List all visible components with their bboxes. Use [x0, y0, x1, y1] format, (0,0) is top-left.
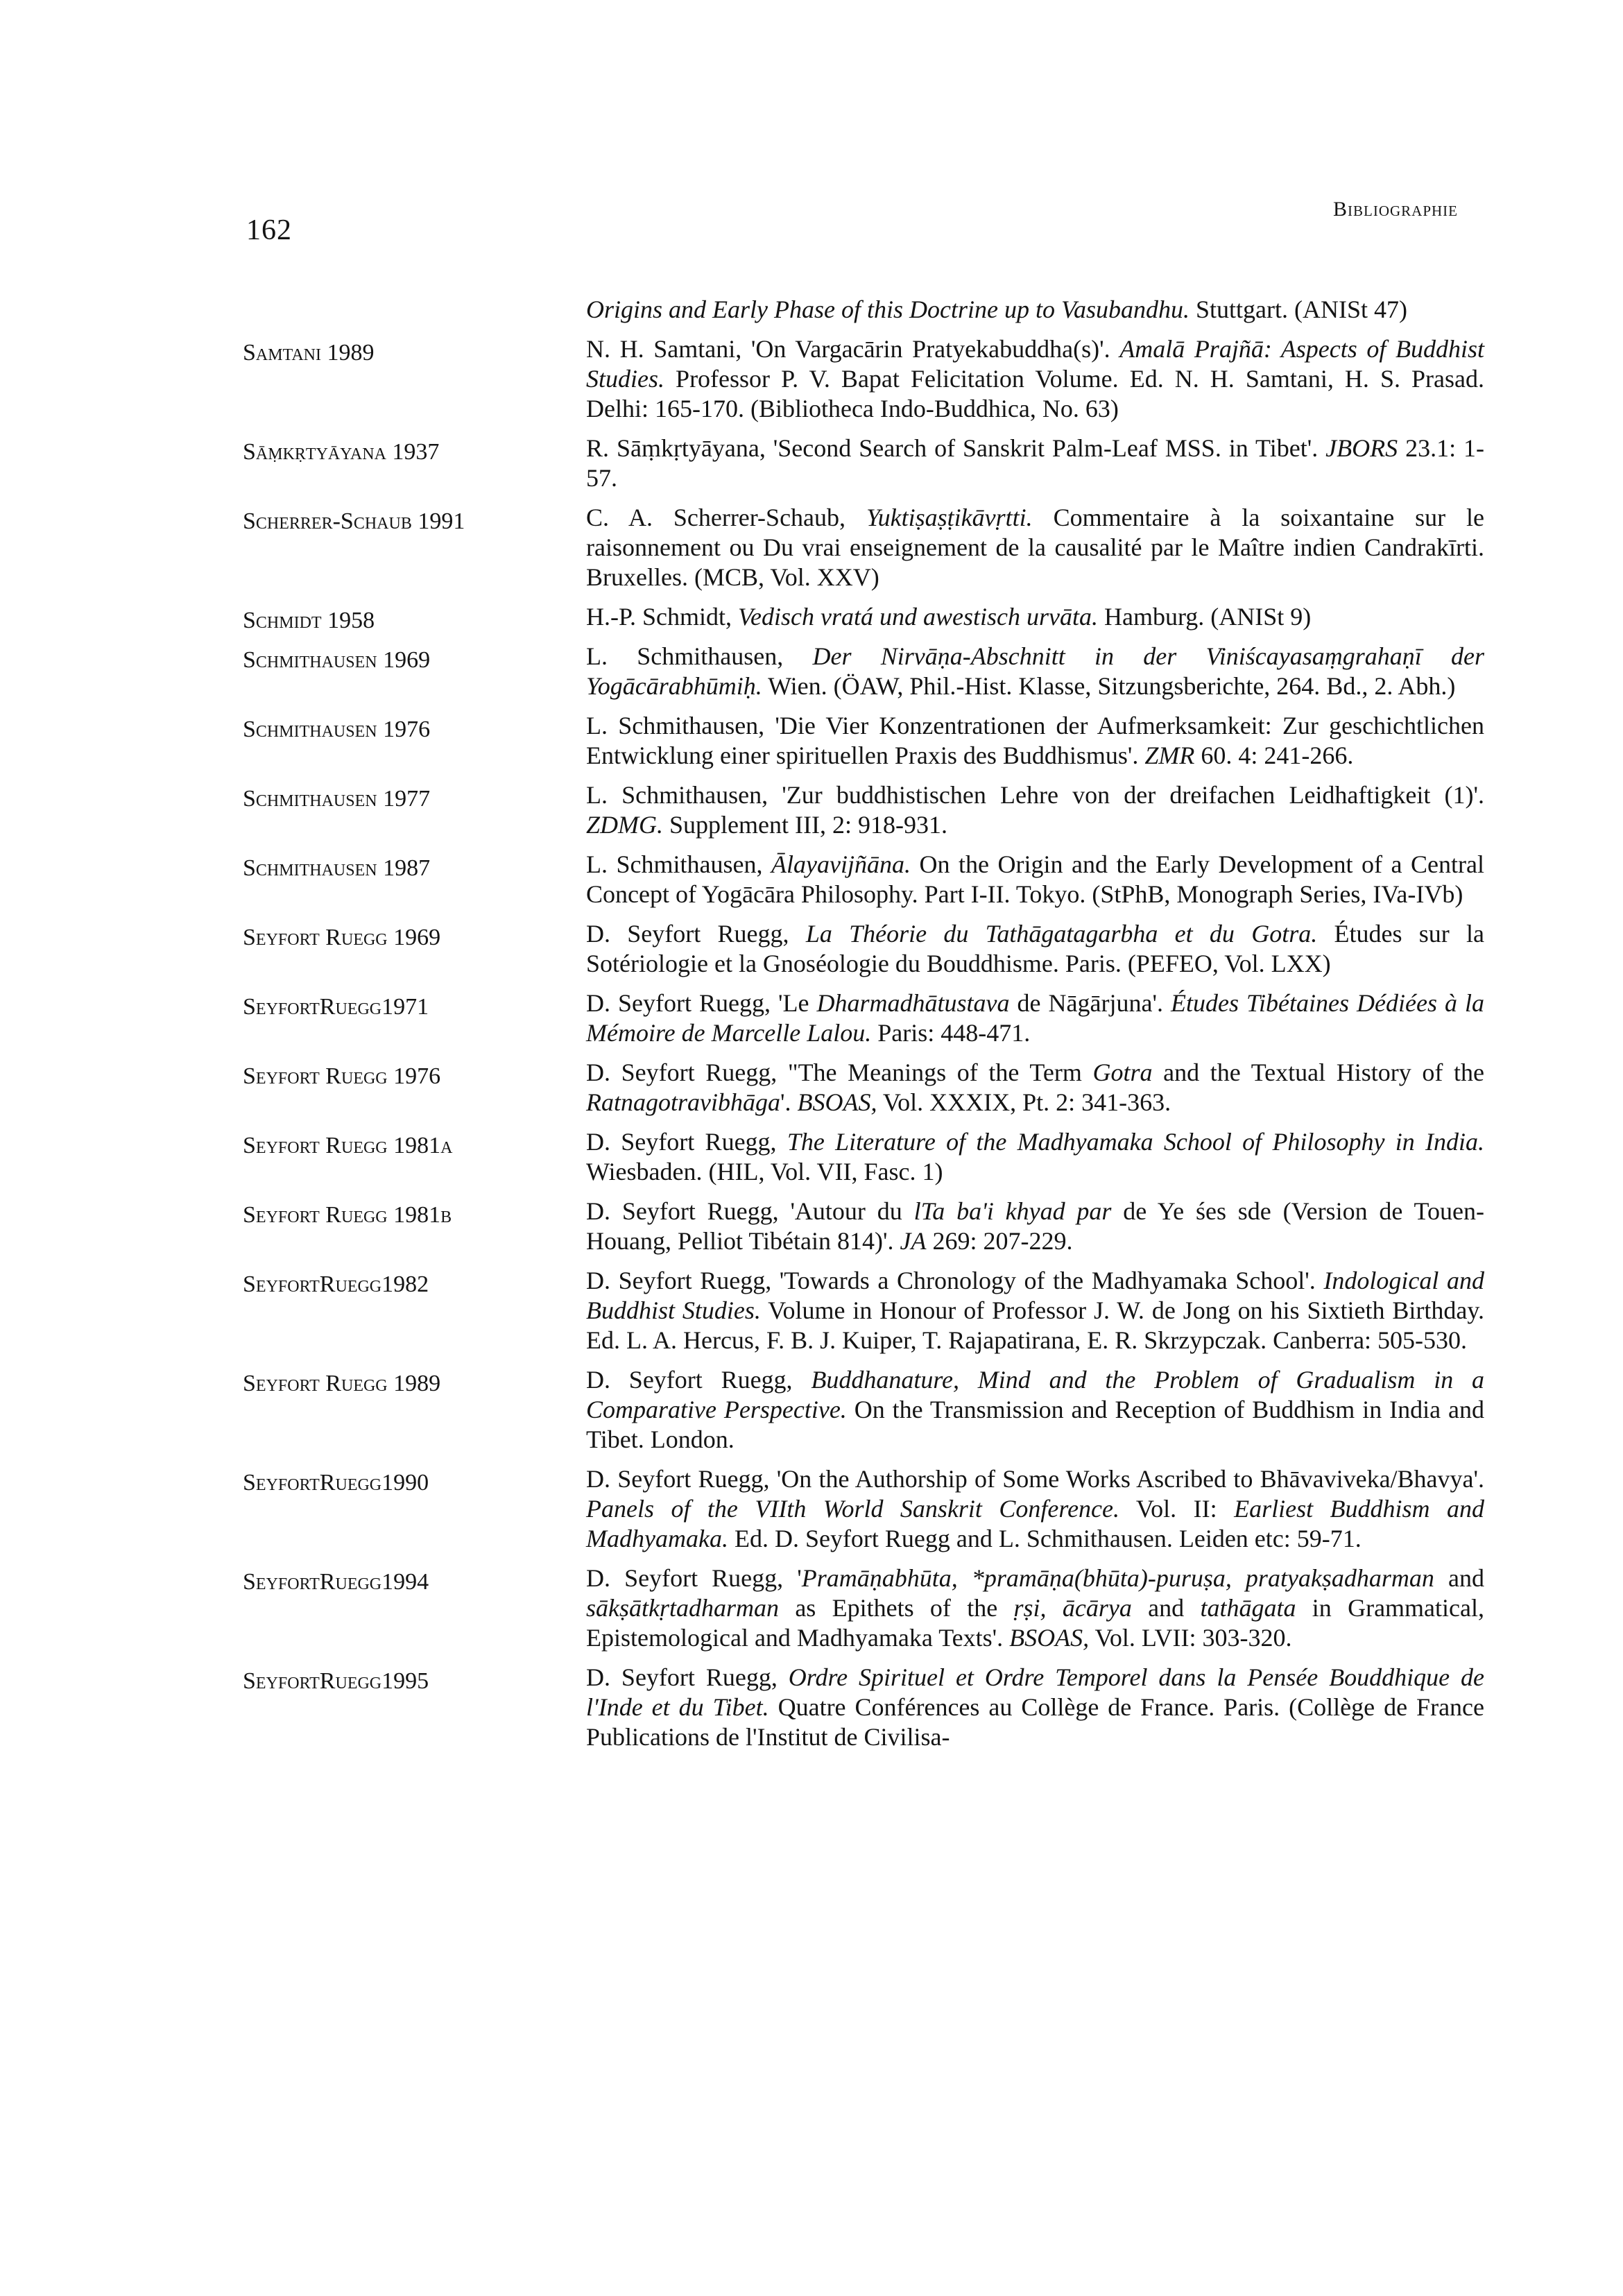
citation-text: L. Schmithausen, 'Die Vier Konzentrationen der Aufmerksamkeit: Zur geschichtlichen Entwicklung einer spirituellen Praxis des Buddhismus'. — [586, 712, 1484, 769]
citation-title-italic: sākṣātkṛtadharman — [586, 1594, 779, 1622]
citation-text: Commentaire à la soixantaine sur le raisonnement ou Du vrai enseignement de la causalité par le Maître indien Candrakīrti. Bruxelles. (MCB, Vol. XXV) — [586, 504, 1484, 591]
page-number: 162 — [246, 214, 292, 246]
citation-title-italic: ṛṣi, ācārya — [1013, 1594, 1132, 1622]
citation-text: D. Seyfort Ruegg, "The Meanings of the Term — [586, 1059, 1093, 1086]
citation-text: D. Seyfort Ruegg, 'Le — [586, 989, 817, 1017]
citation-title-italic: Études Tibétaines Dédiées à la Mémoire de Marcelle Lalou. — [586, 989, 1485, 1047]
bibliography-entry — [243, 988, 1484, 1048]
bibliography-entry — [243, 1365, 1484, 1455]
citation-text: Wien. (ÖAW, Phil.-Hist. Klasse, Sitzungsberichte, 264. Bd., 2. Abh.) — [762, 672, 1456, 700]
bibliography-entry — [243, 1266, 1484, 1355]
citation-title-italic: ZMR — [1144, 742, 1195, 769]
entry-key: Seyfort Ruegg 1976 — [243, 1063, 441, 1089]
citation-title-italic: JA — [900, 1227, 927, 1255]
citation-text: On the Transmission and Reception of Buddhism in India and Tibet. London. — [586, 1396, 1484, 1453]
citation-text: Vol. LVII: 303-320. — [1089, 1624, 1292, 1652]
citation-text: D. Seyfort Ruegg, — [586, 920, 806, 948]
citation-title-italic: Buddhanature, Mind and the Problem of Gradualism in a Comparative Perspective. — [586, 1366, 1485, 1423]
citation-text: L. Schmithausen, 'Zur buddhistischen Lehre von der dreifachen Leidhaftigkeit (1)'. — [586, 781, 1484, 809]
entry-key: Seyfort Ruegg 1969 — [243, 925, 441, 950]
citation-title-italic: Vedisch vratá und awestisch urvāta. — [738, 603, 1098, 631]
citation-text: Quatre Conférences au Collège de France. Paris. (Collège de France Publications de l'Institut de Civilisa- — [586, 1693, 1484, 1751]
citation-title-italic: BSOAS, — [797, 1088, 877, 1116]
bibliography-entry — [243, 780, 1484, 840]
citation-text: D. Seyfort Ruegg, — [586, 1663, 789, 1691]
citation-text: Études sur la Sotériologie et la Gnoséologie du Bouddhisme. Paris. (PEFEO, Vol. LXX) — [586, 920, 1485, 977]
entry-citation — [586, 503, 1484, 592]
citation-text: D. Seyfort Ruegg, 'Towards a Chronology of the Madhyamaka School'. — [586, 1267, 1324, 1294]
citation-text: de Nāgārjuna'. — [1009, 989, 1171, 1017]
citation-text: 23.1: 1-57. — [586, 434, 1484, 492]
entry-key: Samtani 1989 — [243, 340, 375, 366]
entry-citation — [586, 919, 1484, 979]
entry-key: SeyfortRuegg1994 — [243, 1569, 429, 1595]
citation-text: Supplement III, 2: 918-931. — [663, 811, 947, 839]
citation-title-italic: JBORS — [1325, 434, 1398, 462]
citation-title-italic: Ratnagotravibhāga — [586, 1088, 780, 1116]
bibliography-entry — [243, 602, 1484, 632]
citation-text: H.-P. Schmidt, — [586, 603, 739, 631]
citation-text: and — [1131, 1594, 1201, 1622]
bibliography-entry — [243, 1058, 1484, 1117]
bibliography-list — [243, 295, 1484, 1762]
citation-text: Wiesbaden. (HIL, Vol. VII, Fasc. 1) — [586, 1158, 943, 1185]
citation-text: Volume in Honour of Professor J. W. de Jong on his Sixtieth Birthday. Ed. L. A. Hercus, F. B. J. Kuiper, T. Rajapatirana, E. R. Skrzypczak. Canberra: 505-530. — [586, 1296, 1484, 1354]
bibliography-entry — [243, 434, 1484, 493]
bibliography-entry — [243, 334, 1484, 424]
entry-key: SeyfortRuegg1971 — [243, 994, 429, 1020]
citation-text: Stuttgart. (ANISt 47) — [1189, 295, 1407, 323]
entry-key: SeyfortRuegg1995 — [243, 1668, 429, 1694]
entry-citation — [586, 1464, 1484, 1554]
bibliography-entry — [243, 295, 1484, 325]
citation-title-italic: Ālayavijñāna. — [771, 850, 911, 878]
running-head: Bibliographie — [1333, 198, 1458, 221]
citation-title-italic: Indological and Buddhist Studies. — [586, 1267, 1484, 1324]
entry-key: Schmidt 1958 — [243, 608, 375, 633]
citation-title-italic: Panels of the VIIth World Sanskrit Conference. — [586, 1495, 1120, 1523]
entry-key: Seyfort Ruegg 1989 — [243, 1371, 441, 1396]
bibliography-entry — [243, 850, 1484, 909]
entry-key: Schmithausen 1987 — [243, 855, 431, 881]
citation-text: and — [1434, 1564, 1485, 1592]
citation-text: 269: 207-229. — [926, 1227, 1073, 1255]
citation-title-italic: Dharmadhātustava — [816, 989, 1010, 1017]
citation-title-italic: lTa ba'i khyad par — [913, 1197, 1112, 1225]
entry-key: Schmithausen 1977 — [243, 786, 431, 812]
entry-citation — [586, 295, 1484, 325]
bibliography-entry — [243, 642, 1484, 701]
citation-title-italic: Yuktiṣaṣṭikāvṛtti. — [866, 504, 1033, 531]
citation-text: R. Sāṃkṛtyāyana, 'Second Search of Sanskrit Palm-Leaf MSS. in Tibet'. — [586, 434, 1326, 462]
citation-text: Vol. XXXIX, Pt. 2: 341-363. — [877, 1088, 1171, 1116]
citation-title-italic: Origins and Early Phase of this Doctrine up to Vasubandhu. — [586, 295, 1190, 323]
bibliography-entry — [243, 1464, 1484, 1554]
citation-text: Hamburg. (ANISt 9) — [1097, 603, 1312, 631]
bibliography-entry — [243, 919, 1484, 979]
citation-title-italic: The Literature of the Madhyamaka School of Philosophy in India. — [787, 1128, 1484, 1156]
entry-key: Sāṃkṛtyāyana 1937 — [243, 439, 440, 465]
citation-text: as Epithets of the — [779, 1594, 1014, 1622]
entry-citation — [586, 1563, 1484, 1653]
bibliography-entry — [243, 711, 1484, 771]
entry-citation — [586, 1127, 1484, 1187]
entry-citation — [586, 642, 1484, 701]
bibliography-entry — [243, 1127, 1484, 1187]
citation-text: L. Schmithausen, — [586, 642, 813, 670]
citation-title-italic: Amalā Prajñā: Aspects of Buddhist Studies. — [586, 335, 1484, 393]
citation-title-italic: BSOAS, — [1009, 1624, 1090, 1652]
citation-text: in Grammatical, Epistemological and Madhyamaka Texts'. — [586, 1594, 1484, 1652]
entry-key: SeyfortRuegg1990 — [243, 1470, 429, 1496]
entry-citation — [586, 602, 1484, 632]
citation-text: L. Schmithausen, — [586, 850, 772, 878]
citation-title-italic: tathāgata — [1200, 1594, 1296, 1622]
citation-title-italic: Pramāṇabhūta, *pramāṇa(bhūta)-puruṣa, pratyakṣadharman — [801, 1564, 1434, 1592]
citation-text: On the Origin and the Early Development of a Central Concept of Yogācāra Philosophy. Part I-II. Tokyo. (StPhB, Monograph Series, IVa-IVb) — [586, 850, 1484, 908]
entry-citation — [586, 711, 1484, 771]
bibliography-entry — [243, 503, 1484, 592]
entry-key: Seyfort Ruegg 1981a — [243, 1133, 453, 1158]
citation-text: Vol. II: — [1119, 1495, 1235, 1523]
entry-citation — [586, 334, 1484, 424]
entry-key: Schmithausen 1969 — [243, 647, 431, 673]
citation-text: D. Seyfort Ruegg, ' — [586, 1564, 802, 1592]
citation-text: D. Seyfort Ruegg, — [586, 1366, 812, 1394]
citation-text: and the Textual History of the — [1152, 1059, 1485, 1086]
citation-title-italic: Earliest Buddhism and Madhyamaka. — [586, 1495, 1485, 1552]
entry-key: Seyfort Ruegg 1981b — [243, 1202, 452, 1228]
citation-text: D. Seyfort Ruegg, 'On the Authorship of Some Works Ascribed to Bhāvaviveka/Bhavya'. — [586, 1465, 1484, 1493]
citation-text: Professor P. V. Bapat Felicitation Volume. Ed. N. H. Samtani, H. S. Prasad. Delhi: 165-170. (Bibliotheca Indo-Buddhica, No. 63) — [586, 365, 1484, 422]
citation-text: Paris: 448-471. — [871, 1019, 1031, 1047]
entry-citation — [586, 1365, 1484, 1455]
citation-title-italic: La Théorie du Tathāgatagarbha et du Gotra. — [805, 920, 1318, 948]
citation-title-italic: Der Nirvāṇa-Abschnitt in der Viniścayasaṃgrahaṇī der Yogācārabhūmiḥ. — [586, 642, 1485, 700]
entry-citation — [586, 988, 1484, 1048]
bibliography-entry — [243, 1663, 1484, 1752]
citation-text: N. H. Samtani, 'On Vargacārin Pratyekabuddha(s)'. — [586, 335, 1120, 363]
entry-key: Schmithausen 1976 — [243, 717, 431, 742]
citation-title-italic: Gotra — [1092, 1059, 1153, 1086]
entry-key: SeyfortRuegg1982 — [243, 1271, 429, 1297]
citation-title-italic: ZDMG. — [586, 811, 664, 839]
citation-text: D. Seyfort Ruegg, — [586, 1128, 787, 1156]
citation-text: 60. 4: 241-266. — [1194, 742, 1354, 769]
entry-citation — [586, 780, 1484, 840]
citation-text: '. — [780, 1088, 798, 1116]
entry-citation — [586, 434, 1484, 493]
citation-text: D. Seyfort Ruegg, 'Autour du — [586, 1197, 914, 1225]
bibliography-entry — [243, 1563, 1484, 1653]
citation-text: Ed. D. Seyfort Ruegg and L. Schmithausen. Leiden etc: 59-71. — [728, 1525, 1362, 1552]
entry-citation — [586, 850, 1484, 909]
citation-text: de Ye śes sde (Version de Touen-Houang, Pelliot Tibétain 814)'. — [586, 1197, 1484, 1255]
entry-citation — [586, 1663, 1484, 1752]
entry-citation — [586, 1266, 1484, 1355]
entry-citation — [586, 1197, 1484, 1256]
entry-key: Scherrer-Schaub 1991 — [243, 508, 465, 534]
citation-text: C. A. Scherrer-Schaub, — [586, 504, 866, 531]
bibliography-entry — [243, 1197, 1484, 1256]
entry-citation — [586, 1058, 1484, 1117]
citation-title-italic: Ordre Spirituel et Ordre Temporel dans la Pensée Bouddhique de l'Inde et du Tibet. — [586, 1663, 1485, 1721]
